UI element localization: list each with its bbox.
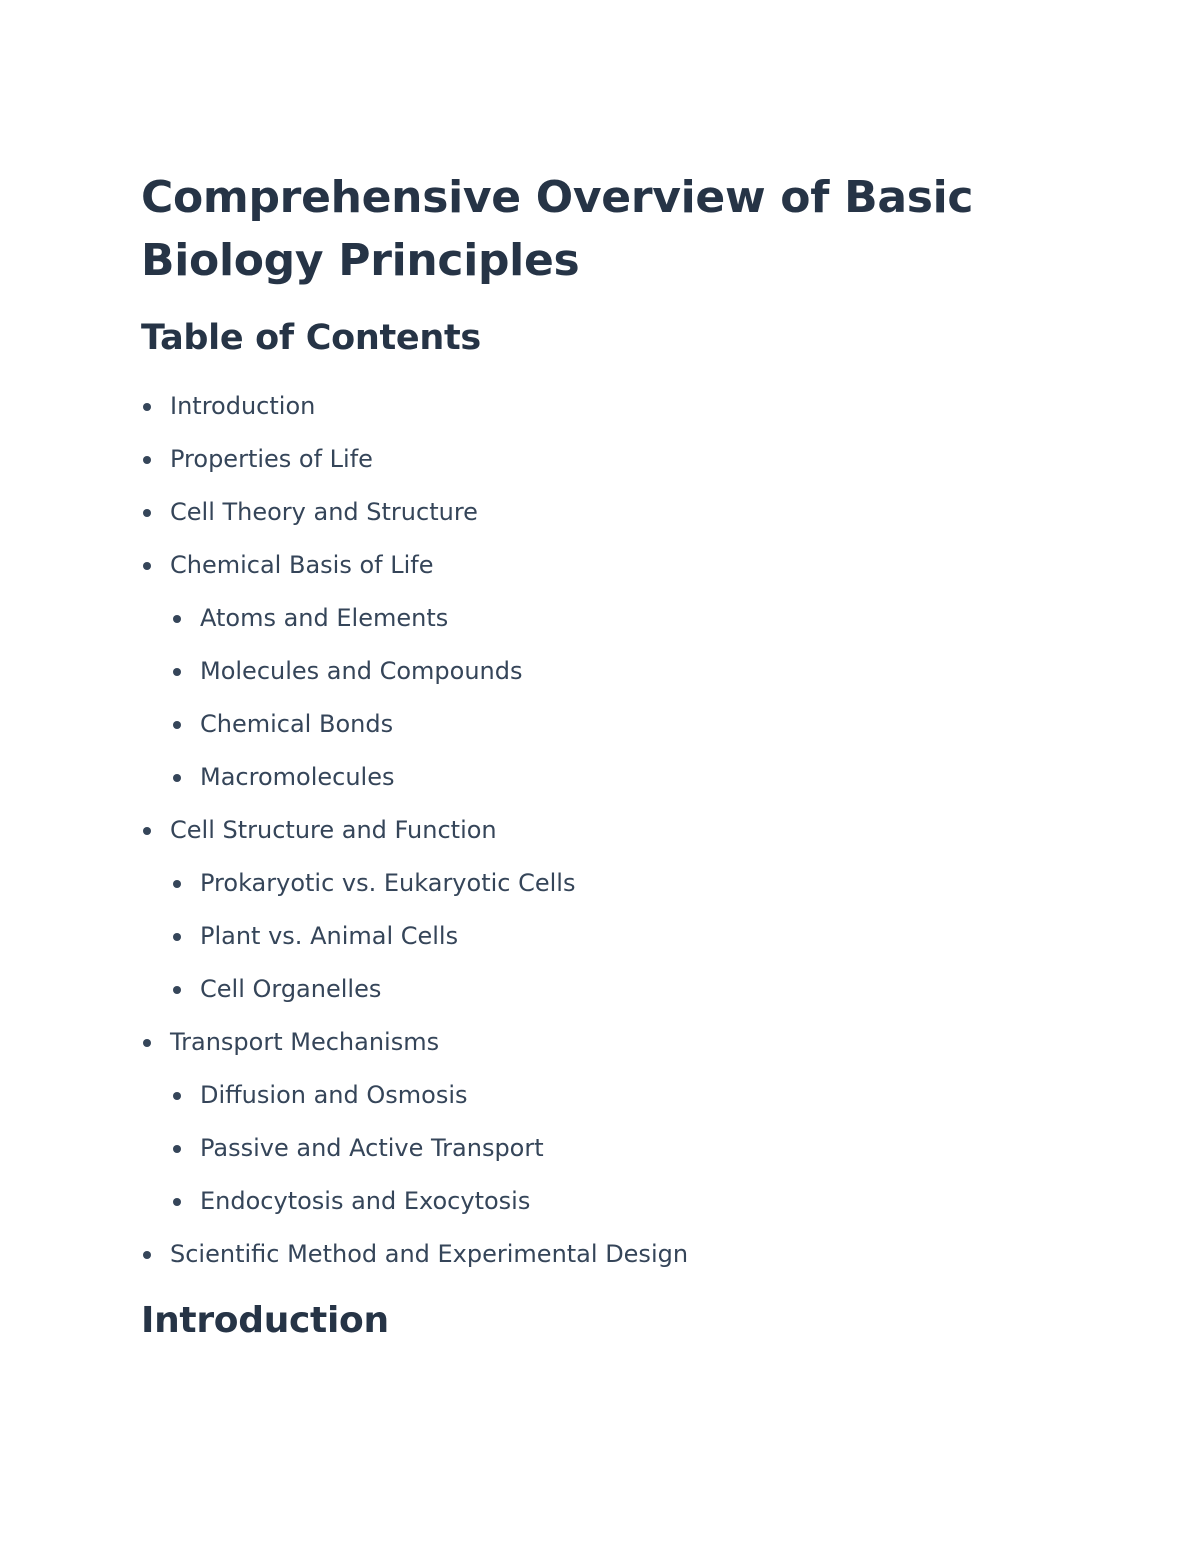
- toc-heading: Table of Contents: [141, 318, 481, 358]
- bullet-icon: [143, 509, 151, 517]
- toc-link[interactable]: Diffusion and Osmosis: [200, 1081, 468, 1109]
- toc-link[interactable]: Chemical Bonds: [200, 710, 394, 738]
- toc-link[interactable]: Plant vs. Animal Cells: [200, 922, 459, 950]
- toc-subitem: [141, 1122, 688, 1175]
- toc-link[interactable]: Endocytosis and Exocytosis: [200, 1187, 531, 1215]
- bullet-icon: [173, 721, 181, 729]
- toc-subitem: [141, 1175, 688, 1228]
- toc-link[interactable]: Cell Theory and Structure: [170, 498, 478, 526]
- toc-link[interactable]: Passive and Active Transport: [200, 1134, 544, 1162]
- bullet-icon: [173, 986, 181, 994]
- toc-link[interactable]: Transport Mechanisms: [170, 1028, 440, 1056]
- bullet-icon: [143, 403, 151, 411]
- toc-subitem: [141, 1069, 688, 1122]
- bullet-icon: [173, 880, 181, 888]
- toc-link[interactable]: Macromolecules: [200, 763, 395, 791]
- toc-subitem: [141, 645, 688, 698]
- toc-link[interactable]: Atoms and Elements: [200, 604, 449, 632]
- toc-item: [141, 433, 688, 486]
- toc-subitem: [141, 751, 688, 804]
- toc-subitem: [141, 857, 688, 910]
- toc-link[interactable]: Cell Organelles: [200, 975, 382, 1003]
- toc-subitem: [141, 698, 688, 751]
- bullet-icon: [173, 615, 181, 623]
- toc-link[interactable]: Cell Structure and Function: [170, 816, 497, 844]
- toc-subitem: [141, 910, 688, 963]
- bullet-icon: [143, 1251, 151, 1259]
- document-title: Comprehensive Overview of Basic Biology Principles: [141, 172, 974, 286]
- toc-subitem: [141, 592, 688, 645]
- bullet-icon: [173, 1198, 181, 1206]
- toc-link[interactable]: Prokaryotic vs. Eukaryotic Cells: [200, 869, 576, 897]
- toc-subitem: [141, 963, 688, 1016]
- toc-item: [141, 539, 688, 592]
- bullet-icon: [173, 933, 181, 941]
- toc-link[interactable]: Properties of Life: [170, 445, 373, 473]
- bullet-icon: [143, 456, 151, 464]
- bullet-icon: [173, 1092, 181, 1100]
- table-of-contents: [141, 380, 688, 1281]
- section-heading-introduction: Introduction: [141, 1300, 389, 1341]
- toc-item: [141, 486, 688, 539]
- bullet-icon: [143, 827, 151, 835]
- bullet-icon: [173, 774, 181, 782]
- toc-item: [141, 1016, 688, 1069]
- toc-item: [141, 380, 688, 433]
- bullet-icon: [143, 1039, 151, 1047]
- toc-link[interactable]: Molecules and Compounds: [200, 657, 523, 685]
- toc-item: [141, 1228, 688, 1281]
- bullet-icon: [143, 562, 151, 570]
- toc-link[interactable]: Scientific Method and Experimental Design: [170, 1240, 689, 1268]
- bullet-icon: [173, 668, 181, 676]
- toc-item: [141, 804, 688, 857]
- bullet-icon: [173, 1145, 181, 1153]
- toc-link[interactable]: Chemical Basis of Life: [170, 551, 434, 579]
- toc-link[interactable]: Introduction: [170, 392, 316, 420]
